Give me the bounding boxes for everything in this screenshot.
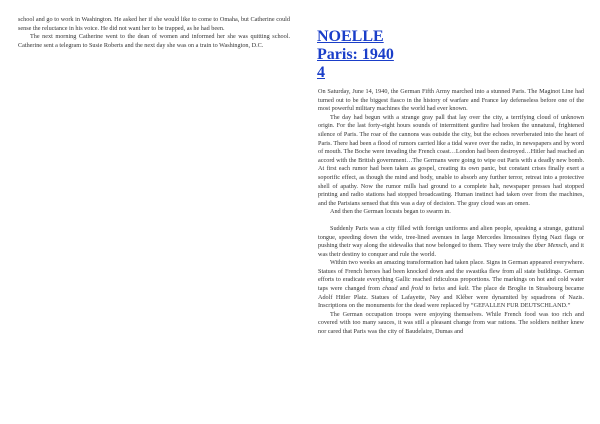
paragraph-4 <box>318 225 584 259</box>
paragraph-5-text-d: and <box>445 285 459 293</box>
paragraph-4-emphasis: über Mensch <box>534 242 567 250</box>
paragraph-5-emphasis-1: chaud <box>382 285 398 293</box>
chapter-title-line-2[interactable]: Paris: 1940 <box>317 46 394 63</box>
paragraph-3: And then the German locusts began to swarm in. <box>330 208 451 216</box>
paragraph-5-text-a: Within two weeks an amazing transformation had taken place. Signs in German appeared everywhere. Statues of French heroes had been knocked down and the swastika flew from all state buildings. German efforts to eradicate everything Gallic reached ridiculous proportions. The markings on hot and cold water taps were changed from <box>318 259 584 293</box>
chapter-title-line-1[interactable]: NOELLE <box>317 28 384 45</box>
paragraph-5-emphasis-3: heiss <box>432 285 446 293</box>
chapter-title-line-3[interactable]: 4 <box>317 64 325 81</box>
left-paragraph-2: The next morning Catherine went to the dean of women and informed her she was quitting school. Catherine sent a telegram to Susie Roberts and the next day she was on a train to Washington, D.C. <box>18 33 290 49</box>
paragraph-4-text-b: , and it was their destiny to conquer and rule the world. <box>318 242 584 258</box>
paragraph-2: The day had begun with a strange gray pall that lay over the city, a terrifying cloud of unknown origin. For the last forty-eight hours sounds of intermittent gunfire had broken the unnatural, frightened silence of Paris. The roar of the cannons was outside the city, but the echoes reverberated into the heart of Paris. There had been a flood of rumors carried like a tidal wave over the radio, in newspapers and by word of mouth. The Boche were invading the French coast…London had been destroyed…Hitler had reached an accord with the British government…The Germans were going to wipe out Paris with a deadly new bomb. At first each rumor had been taken as gospel, creating its own panic, but constant crises finally exert a soporific effect, as though the mind and body, unable to absorb any further terror, retreat into a protective shell of apathy. Now the rumor mills had ground to a complete halt, newspaper presses had stopped printing and radio stations had stopped broadcasting. Human instinct had taken over from the machines, and the Parisians sensed that this was a day of decision. The gray cloud was an omen. <box>318 113 584 207</box>
paragraph-5-text-e: . The place de Broglie in Strasbourg became Adolf Hitler Platz. Statues of Lafayette, Ney and Kléber were dynamited by squadrons of Nazis. Inscriptions on the monuments for the dead were replaced by “GEFALLEN FUR DEUTSCHLAND.” <box>318 285 584 310</box>
paragraph-5-text-b: and <box>397 285 412 293</box>
paragraph-6: The German occupation troops were enjoying themselves. While French food was too rich and covered with too many sauces, it was still a pleasant change from war rations. The soldiers neither knew nor cared that Paris was the city of Baudelaire, Dumas and <box>318 310 584 336</box>
paragraph-5-emphasis-4: kalt <box>458 285 469 293</box>
paragraph-5-emphasis-2: froid <box>411 285 424 293</box>
chapter-title[interactable] <box>317 28 394 82</box>
paragraph-5 <box>318 259 584 311</box>
paragraph-1: On Saturday, June 14, 1940, the German Fifth Army marched into a stunned Paris. The Maginot Line had turned out to be the biggest fiasco in the history of warfare and France lay defenseless before one of the most powerful military machines the world had ever known. <box>318 88 584 113</box>
right-page-text <box>318 88 584 337</box>
paragraph-4-text-a: Suddenly Paris was a city filled with foreign uniforms and alien people, speaking a strange, guttural tongue, speeding down the wide, tree-lined avenues in large Mercedes limousines flying Nazi flags or pushing their way along the sidewalks that now belonged to them. They were truly the <box>318 224 584 250</box>
left-page-text <box>18 16 290 50</box>
paragraph-5-text-c: to <box>423 285 433 293</box>
left-paragraph-1: school and go to work in Washington. He asked her if she would like to come to Omaha, but Catherine could sense the reluctance in his voice. He did not want her to be trapped, as he had been. <box>18 16 290 32</box>
